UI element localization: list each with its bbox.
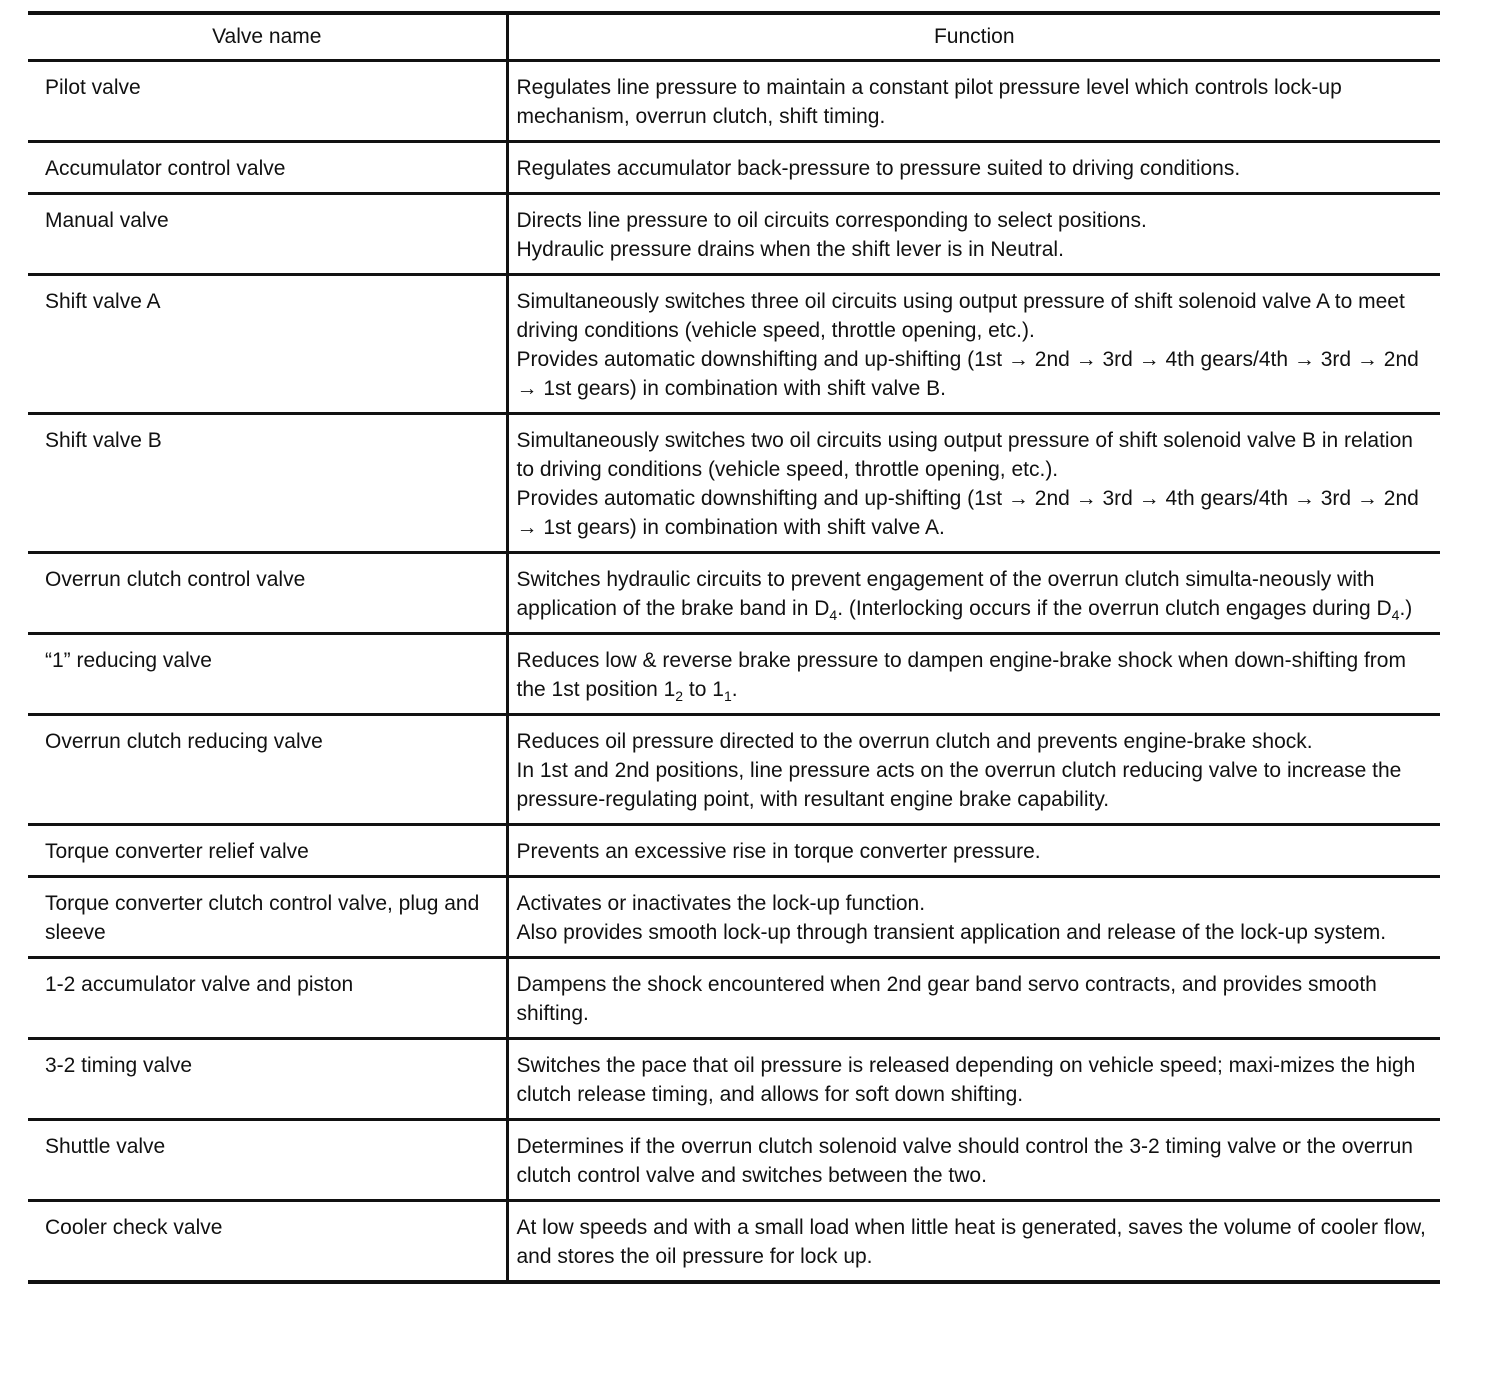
- valve-name-cell: Overrun clutch reducing valve: [28, 715, 507, 825]
- function-cell: [507, 715, 1440, 825]
- function-text: Prevents an excessive rise in torque converter pressure.: [516, 840, 1041, 863]
- valve-name-cell: Overrun clutch control valve: [28, 553, 507, 634]
- table-row: [28, 142, 1440, 194]
- function-text: Determines if the overrun clutch solenoid valve should control the 3-2 timing valve or the overrun clutch control valve and switches between the two.: [516, 1135, 1413, 1187]
- function-cell: [507, 1039, 1440, 1120]
- valve-function-table: [28, 11, 1440, 1284]
- table-row: [28, 61, 1440, 142]
- function-text: Switches hydraulic circuits to prevent engagement of the overrun clutch simulta-neously with application of the brake band in $D_4$. (Interlocking occurs if the overrun clutch engages during $D_4$.): [516, 568, 1413, 624]
- table-row: [28, 877, 1440, 958]
- valve-name-cell: Pilot valve: [28, 61, 507, 142]
- function-text: Dampens the shock encountered when 2nd gear band servo contracts, and provides smooth shifting.: [516, 973, 1377, 1025]
- function-text: At low speeds and with a small load when little heat is generated, saves the volume of cooler flow, and stores the oil pressure for lock up.: [516, 1216, 1426, 1268]
- table-row: [28, 634, 1440, 715]
- function-text: Regulates line pressure to maintain a constant pilot pressure level which controls lock-up mechanism, overrun clutch, shift timing.: [516, 76, 1342, 128]
- valve-name-cell: Shift valve B: [28, 414, 507, 553]
- function-cell: [507, 414, 1440, 553]
- function-text: Directs line pressure to oil circuits corresponding to select positions.: [516, 209, 1147, 232]
- valve-name-header: Valve name: [28, 13, 507, 61]
- function-text: Activates or inactivates the lock-up function.: [516, 892, 926, 915]
- function-text: Also provides smooth lock-up through transient application and release of the lock-up system.: [516, 921, 1387, 944]
- function-cell: [507, 275, 1440, 414]
- table-row: [28, 1201, 1440, 1283]
- function-cell: [507, 825, 1440, 877]
- valve-name-cell: Accumulator control valve: [28, 142, 507, 194]
- function-text: Reduces low & reverse brake pressure to dampen engine-brake shock when down-shifting from the 1st position $1_2$ to $1_1$.: [516, 649, 1406, 705]
- function-cell: [507, 1120, 1440, 1201]
- table-row: [28, 1120, 1440, 1201]
- function-text: Provides automatic downshifting and up-shifting (1st → 2nd → 3rd → 4th gears/4th → 3rd → 2nd → 1st gears) in combination with shift valve A.: [516, 487, 1419, 539]
- valve-name-cell: Shift valve A: [28, 275, 507, 414]
- function-header: Function: [507, 13, 1440, 61]
- function-cell: [507, 553, 1440, 634]
- table-row: [28, 194, 1440, 275]
- table-row: [28, 1039, 1440, 1120]
- table-row: [28, 715, 1440, 825]
- valve-name-cell: Manual valve: [28, 194, 507, 275]
- function-text: Hydraulic pressure drains when the shift lever is in Neutral.: [516, 238, 1064, 261]
- function-cell: [507, 1201, 1440, 1283]
- function-cell: [507, 958, 1440, 1039]
- function-text: Regulates accumulator back-pressure to pressure suited to driving conditions.: [516, 157, 1241, 180]
- table-row: [28, 553, 1440, 634]
- table-row: [28, 825, 1440, 877]
- function-cell: [507, 142, 1440, 194]
- valve-name-cell: Cooler check valve: [28, 1201, 507, 1283]
- function-cell: [507, 194, 1440, 275]
- function-text: Reduces oil pressure directed to the overrun clutch and prevents engine-brake shock.: [516, 730, 1313, 753]
- function-cell: [507, 634, 1440, 715]
- valve-name-cell: Torque converter clutch control valve, plug and sleeve: [28, 877, 507, 958]
- valve-name-cell: Shuttle valve: [28, 1120, 507, 1201]
- valve-name-cell: 1-2 accumulator valve and piston: [28, 958, 507, 1039]
- valve-name-cell: “1” reducing valve: [28, 634, 507, 715]
- valve-name-cell: 3-2 timing valve: [28, 1039, 507, 1120]
- function-text: Simultaneously switches two oil circuits using output pressure of shift solenoid valve B in relation to driving conditions (vehicle speed, throttle opening, etc.).: [516, 429, 1413, 481]
- function-text: Simultaneously switches three oil circuits using output pressure of shift solenoid valve A to meet driving conditions (vehicle speed, throttle opening, etc.).: [516, 290, 1405, 342]
- valve-name-cell: Torque converter relief valve: [28, 825, 507, 877]
- function-text: Provides automatic downshifting and up-shifting (1st → 2nd → 3rd → 4th gears/4th → 3rd → 2nd → 1st gears) in combination with shift valve B.: [516, 348, 1419, 400]
- table-header-row: [28, 13, 1440, 61]
- function-text: Switches the pace that oil pressure is released depending on vehicle speed; maxi-mizes the high clutch release timing, and allows for soft down shifting.: [516, 1054, 1416, 1106]
- table-row: [28, 414, 1440, 553]
- function-cell: [507, 877, 1440, 958]
- function-cell: [507, 61, 1440, 142]
- table-row: [28, 275, 1440, 414]
- function-text: In 1st and 2nd positions, line pressure acts on the overrun clutch reducing valve to increase the pressure-regulating point, with resultant engine brake capability.: [516, 759, 1402, 811]
- table-row: [28, 958, 1440, 1039]
